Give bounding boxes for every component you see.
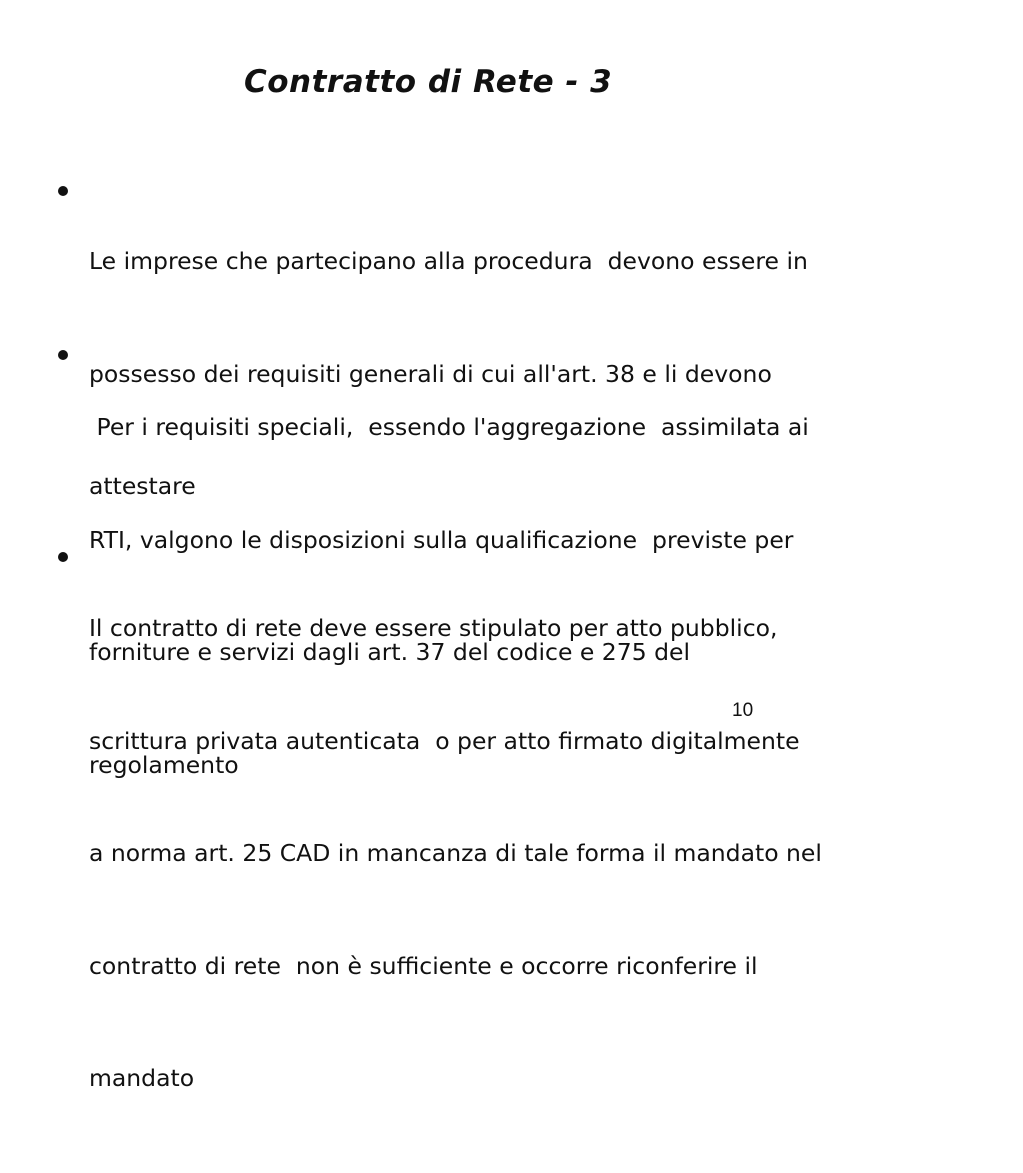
bullet-marker-3: [58, 552, 68, 562]
bullet-text-3: [89, 535, 989, 1173]
bullet-1-line-2: possesso dei requisiti generali di cui all'art. 38 e li devono: [89, 359, 772, 388]
bullet-marker-1: [58, 186, 68, 196]
bullet-3-line-1: Il contratto di rete deve essere stipulato per atto pubblico,: [89, 614, 778, 642]
bullet-3-line-2: scrittura privata autenticata o per atto firmato digitalmente: [89, 726, 800, 755]
slide-title: Contratto di Rete - 3: [244, 64, 613, 100]
bullet-3-line-3: a norma art. 25 CAD in mancanza di tale forma il mandato nel: [89, 839, 822, 867]
bullet-marker-2: [58, 350, 68, 360]
page-number: 10: [732, 700, 754, 721]
bullet-2-line-4: regolamento: [89, 750, 239, 779]
bullet-1-line-3: attestare: [89, 472, 196, 500]
bullet-2-line-3: forniture e servizi dagli art. 37 del codice e 275 del: [89, 638, 691, 666]
bullet-2-line-1: Per i requisiti speciali, essendo l'aggregazione assimilata ai: [89, 413, 809, 441]
bullet-3-line-4: contratto di rete non è sufficiente e occorre riconferire il: [89, 951, 758, 980]
bullet-1-line-1: Le imprese che partecipano alla procedura devono essere in: [89, 247, 808, 275]
bullet-3-line-5: mandato: [89, 1064, 195, 1092]
bullet-2-line-2: RTI, valgono le disposizioni sulla qualificazione previste per: [89, 525, 794, 554]
